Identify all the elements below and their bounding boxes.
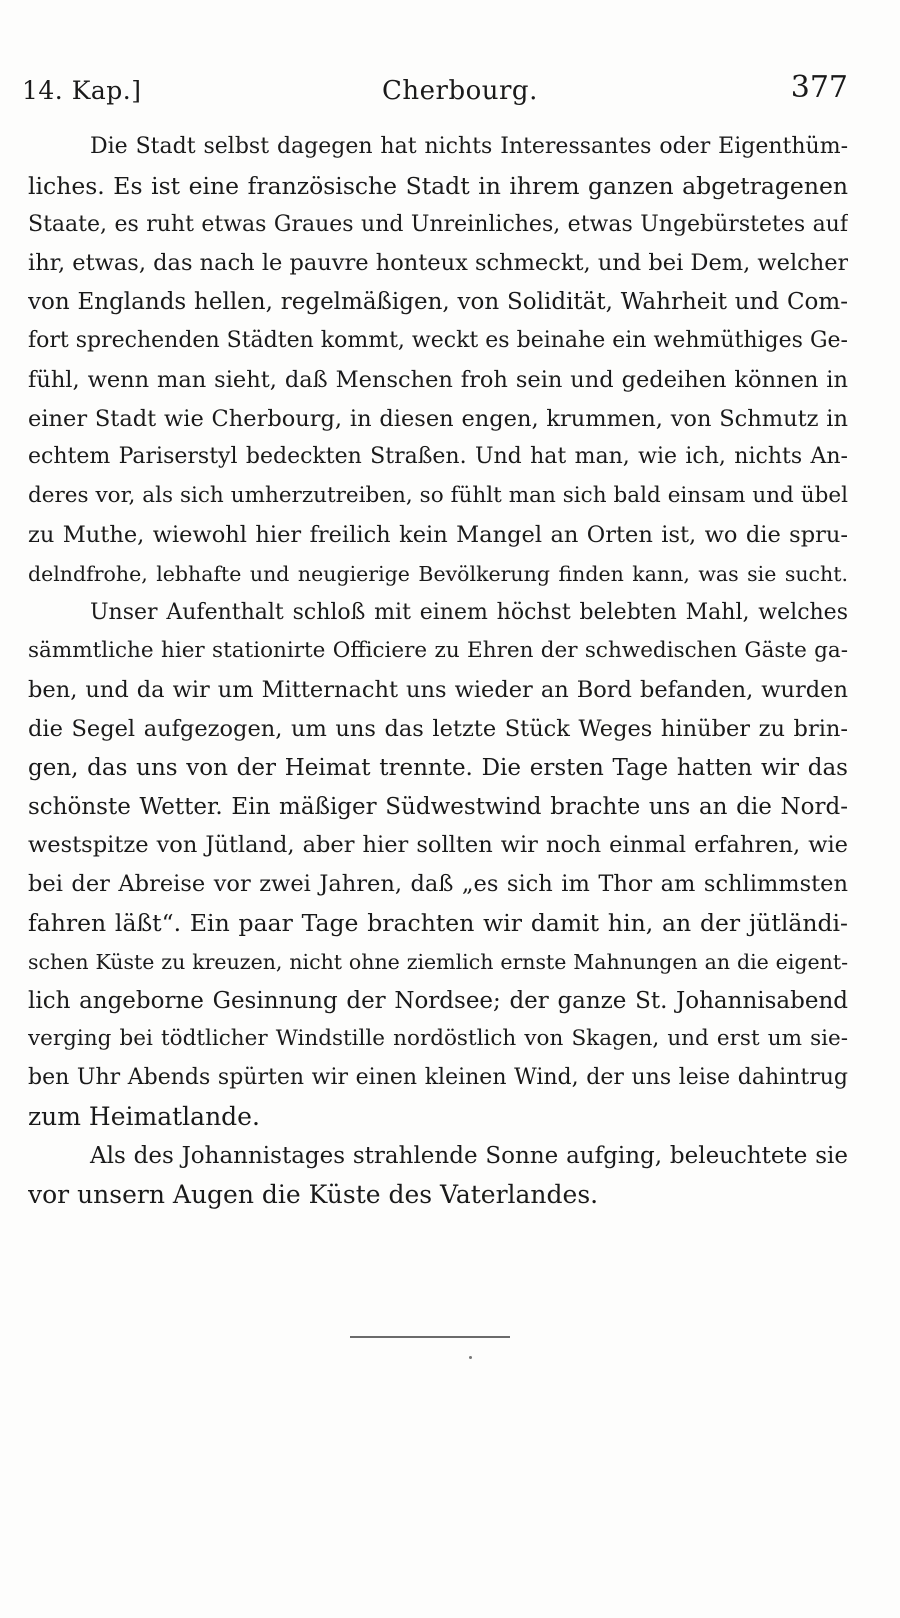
text-line: ben, und da wir um Mitternacht uns wieder an Bord befanden, wurden bbox=[28, 677, 848, 704]
text-line: Die Stadt selbst dagegen hat nichts Interessantes oder Eigenthüm- bbox=[90, 134, 848, 159]
text-line: fühl, wenn man sieht, daß Menschen froh sein und gedeihen können in bbox=[28, 366, 848, 393]
text-line: lich angeborne Gesinnung der Nordsee; der ganze St. Johannisabend bbox=[28, 987, 848, 1014]
running-head bbox=[22, 70, 848, 114]
text-line: liches. Es ist eine französische Stadt in ihrem ganzen abgetragenen bbox=[28, 171, 848, 200]
text-line: ben Uhr Abends spürten wir einen kleinen Wind, der uns leise dahintrug bbox=[28, 1065, 848, 1091]
page-number: 377 bbox=[790, 70, 848, 105]
end-ornament-dot bbox=[469, 1356, 472, 1359]
text-line: zu Muthe, wiewohl hier freilich kein Mangel an Orten ist, wo die spru- bbox=[28, 521, 848, 548]
text-line: deres vor, als sich umherzutreiben, so fühlt man sich bald einsam und übel bbox=[28, 483, 848, 509]
text-line: einer Stadt wie Cherbourg, in diesen engen, krummen, von Schmutz in bbox=[28, 405, 848, 432]
text-line: delndfrohe, lebhafte und neugierige Bevölkerung finden kann, was sie sucht. bbox=[28, 561, 848, 586]
chapter-label: 14. Kap.] bbox=[22, 76, 142, 105]
text-line: Als des Johannistages strahlende Sonne aufging, beleuchtete sie bbox=[90, 1142, 848, 1169]
text-line: Staate, es ruht etwas Graues und Unreinliches, etwas Ungebürstetes auf bbox=[28, 211, 848, 237]
text-line: bei der Abreise vor zwei Jahren, daß „es sich im Thor am schlimmsten bbox=[28, 871, 848, 898]
text-line: ihr, etwas, das nach le pauvre honteux schmeckt, und bei Dem, welcher bbox=[28, 250, 848, 277]
text-line: verging bei tödtlicher Windstille nordöstlich von Skagen, und erst um sie- bbox=[28, 1026, 848, 1052]
text-line: Unser Aufenthalt schloß mit einem höchst belebten Mahl, welches bbox=[90, 599, 848, 625]
text-line: die Segel aufgezogen, um uns das letzte Stück Weges hinüber zu brin- bbox=[28, 715, 848, 742]
text-line: echtem Pariserstyl bedeckten Straßen. Und hat man, wie ich, nichts An- bbox=[28, 444, 848, 470]
text-line: fort sprechenden Städten kommt, weckt es beinahe ein wehmüthiges Ge- bbox=[28, 327, 848, 353]
text-line: zum Heimatlande. bbox=[28, 1101, 260, 1131]
end-rule bbox=[350, 1336, 510, 1338]
text-line: von Englands hellen, regelmäßigen, von Solidität, Wahrheit und Com- bbox=[28, 289, 848, 316]
text-line: schen Küste zu kreuzen, nicht ohne ziemlich ernste Mahnungen an die eigent- bbox=[28, 949, 848, 974]
text-line: fahren läßt“. Ein paar Tage brachten wir damit hin, an der jütländi- bbox=[28, 908, 848, 937]
text-line: vor unsern Augen die Küste des Vaterlandes. bbox=[28, 1179, 599, 1209]
running-title: Cherbourg. bbox=[382, 76, 538, 106]
text-line: schönste Wetter. Ein mäßiger Südwestwind brachte uns an die Nord- bbox=[28, 793, 848, 820]
text-line: westspitze von Jütland, aber hier sollten wir noch einmal erfahren, wie bbox=[28, 832, 848, 859]
text-line: sämmtliche hier stationirte Officiere zu Ehren der schwedischen Gäste ga- bbox=[28, 638, 848, 664]
body-text bbox=[28, 128, 848, 1214]
text-line: gen, das uns von der Heimat trennte. Die ersten Tage hatten wir das bbox=[28, 754, 848, 781]
